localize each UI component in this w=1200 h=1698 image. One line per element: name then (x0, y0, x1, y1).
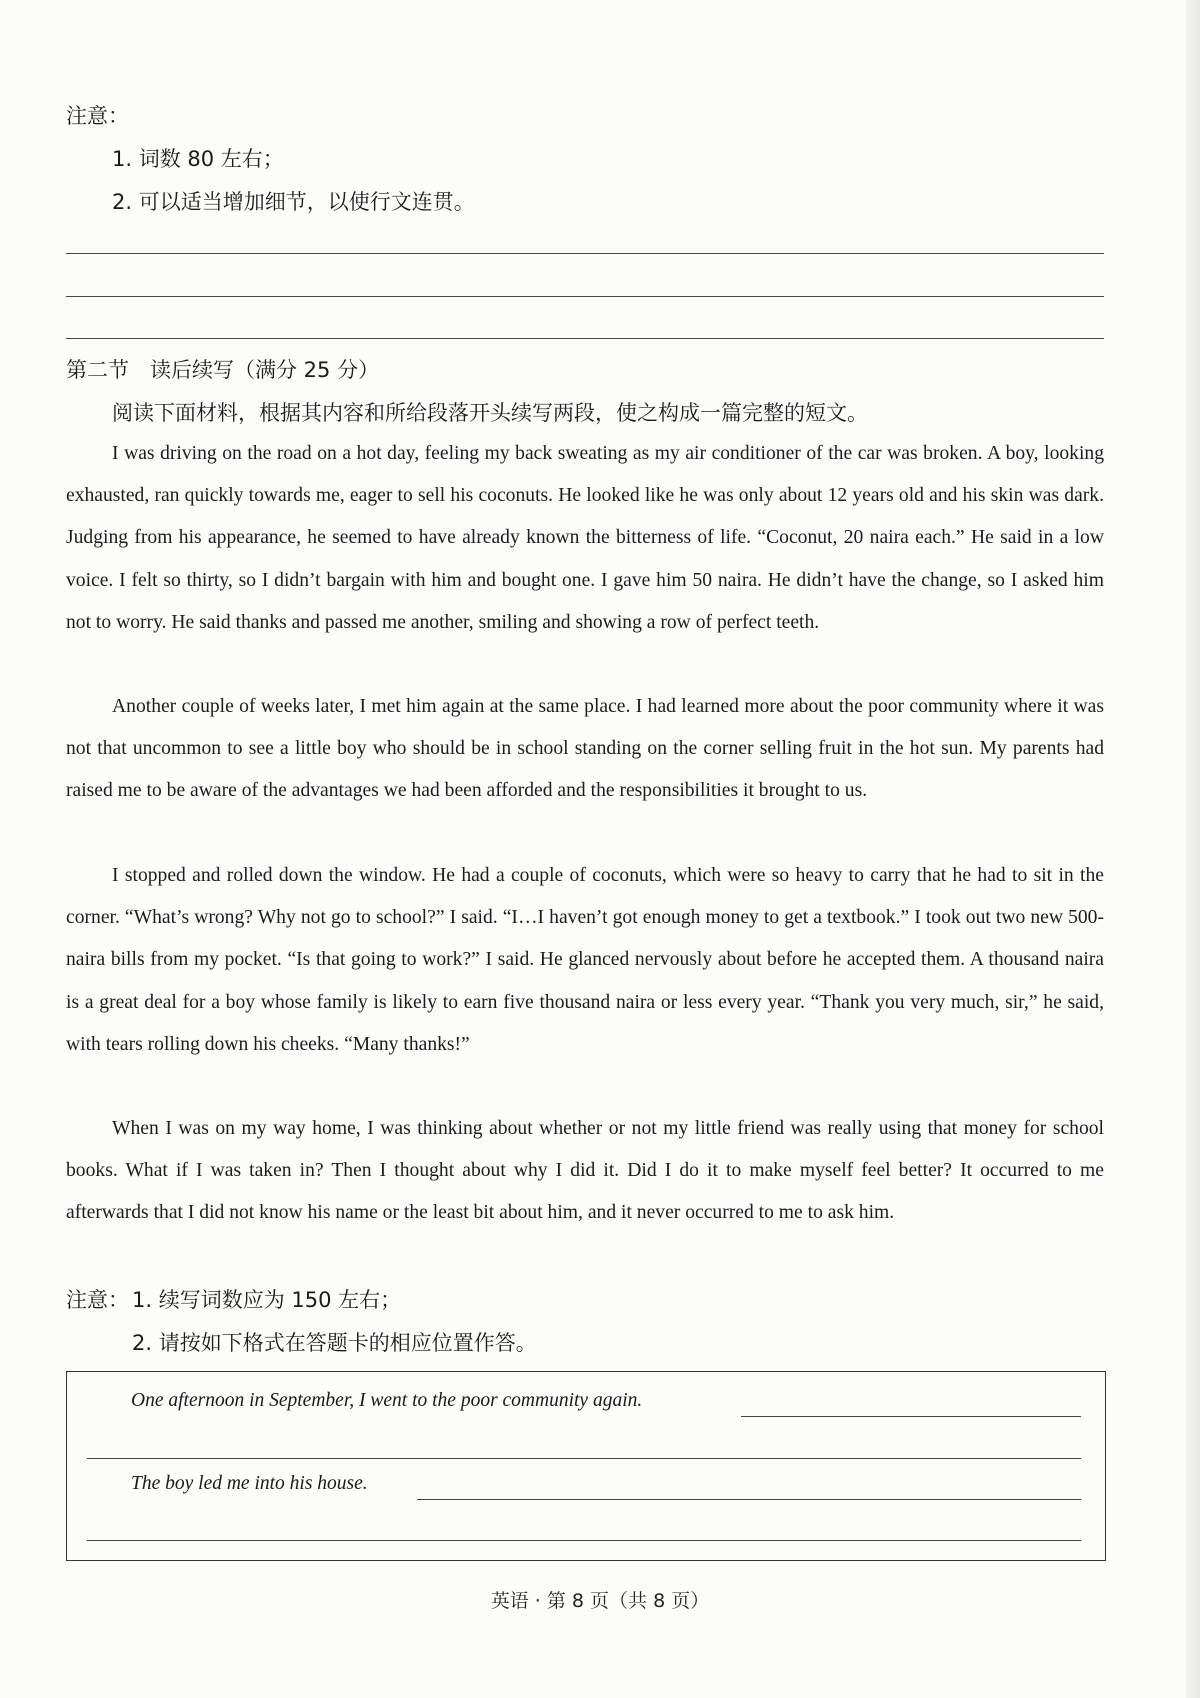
answer-line (66, 253, 1104, 254)
scan-edge (1186, 0, 1200, 1698)
answer-line (417, 1499, 1081, 1500)
passage-paragraph: Another couple of weeks later, I met him again at the same place. I had learned more about the poor community where it was not that uncommon to see a little boy who should be in school standing on the corner selling fruit in the hot sun. My parents had raised me to be aware of the advantages we had been afforded and the responsibilities it brought to us. (66, 696, 1104, 802)
section-title: 第二节 读后续写（满分 25 分） (66, 358, 380, 382)
paragraph-prompt-1: One afternoon in September, I went to the poor community again. (131, 1390, 643, 1411)
note-continuation-count: 1. 续写词数应为 150 左右； (132, 1288, 402, 1312)
note-word-count: 1. 词数 80 左右； (112, 147, 284, 171)
answer-line (66, 338, 1104, 339)
page-footer: 英语 · 第 8 页（共 8 页） (490, 1590, 710, 1612)
answer-line (87, 1540, 1081, 1541)
answer-line (741, 1416, 1081, 1417)
notes-heading: 注意： (66, 104, 129, 128)
notes-heading: 注意： (66, 1288, 129, 1312)
passage-paragraph: When I was on my way home, I was thinking about whether or not my little friend was really using that money for school books. What if I was taken in? Then I thought about why I did it. Did I do it to make myself feel better? It occurred to me afterwards that I did not know his name or the least bit about him, and it never occurred to me to ask him. (66, 1118, 1104, 1224)
answer-line (66, 296, 1104, 297)
note-details: 2. 可以适当增加细节，以使行文连贯。 (112, 190, 475, 214)
passage-paragraph: I stopped and rolled down the window. He had a couple of coconuts, which were so heavy to carry that he had to sit in the corner. “What’s wrong? Why not go to school?” I said. “I…I haven’t got enough money to get a textbook.” I took out two new 500-naira bills from my pocket. “Is that going to work?” I said. He glanced nervously about before he accepted them. A thousand naira is a great deal for a boy whose family is likely to earn five thousand naira or less every year. “Thank you very much, sir,” he said, with tears rolling down his cheeks. “Many thanks!” (66, 865, 1104, 1055)
answer-line (87, 1458, 1081, 1459)
passage-paragraph: I was driving on the road on a hot day, feeling my back sweating as my air conditioner of the car was broken. A boy, looking exhausted, ran quickly towards me, eager to sell his coconuts. He looked like he was only about 12 years old and his skin was dark. Judging from his appearance, he seemed to have already known the bitterness of life. “Coconut, 20 naira each.” He said in a low voice. I felt so thirty, so I didn’t bargain with him and bought one. I gave him 50 naira. He didn’t have the change, so I asked him not to worry. He said thanks and passed me another, smiling and showing a row of perfect teeth. (66, 443, 1104, 633)
note-answer-format: 2. 请按如下格式在答题卡的相应位置作答。 (132, 1331, 537, 1355)
section-instruction: 阅读下面材料，根据其内容和所给段落开头续写两段，使之构成一篇完整的短文。 (112, 401, 868, 425)
paragraph-prompt-2: The boy led me into his house. (131, 1473, 368, 1494)
answer-format-box (66, 1371, 1106, 1561)
